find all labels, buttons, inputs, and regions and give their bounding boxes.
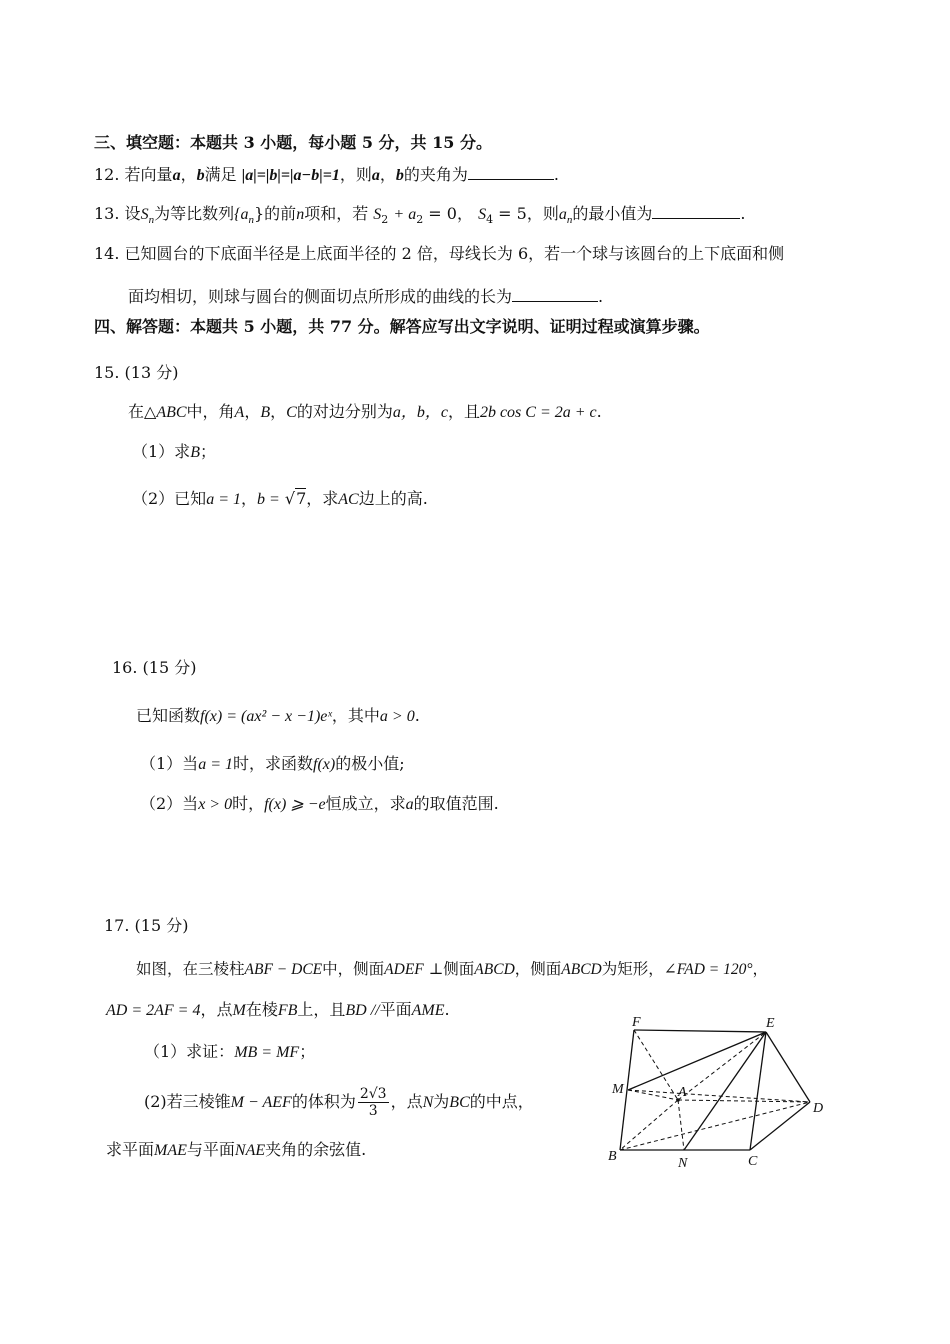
math-b: b — [395, 167, 404, 184]
q12-text: ， — [180, 165, 197, 184]
label-F: F — [632, 1015, 641, 1030]
math-ABCD: ABCD — [474, 961, 515, 978]
math-prism: ABF − DCE — [244, 961, 323, 978]
q16-part-2 — [140, 793, 499, 816]
figure-hidden-edges — [620, 1030, 810, 1150]
math-f-definition: f(x) = (ax² − x −1)eˣ — [200, 708, 332, 725]
math-ABCD: ABCD — [561, 961, 602, 978]
q17-text: 为 — [433, 1092, 450, 1111]
math-x-gt-0: x > 0 — [198, 796, 233, 813]
q13-text: 的前 — [264, 204, 297, 223]
edge-FE — [634, 1030, 766, 1032]
math-f-ge: f(x) ⩾ −e — [264, 796, 326, 813]
q17-text: (2)若三棱锥 — [144, 1092, 231, 1111]
section-3-heading: 三、填空题：本题共 3 小题，每小题 5 分，共 15 分。 — [94, 133, 492, 152]
q12-text: 满足 — [204, 165, 237, 184]
label-M: M — [612, 1082, 624, 1097]
q15-text: 的对边分别为 — [296, 402, 393, 421]
math-an-set: {a — [234, 206, 249, 223]
edge-AE — [678, 1032, 766, 1100]
q17-part-2 — [144, 1084, 534, 1121]
q15-text: 边上的高. — [358, 489, 428, 508]
q15-text: （2）已知 — [132, 489, 207, 508]
q17-text: 中，侧面 — [322, 960, 385, 978]
math-pyramid: M − AEF — [230, 1094, 292, 1111]
q15-text: 在△ — [128, 402, 157, 421]
q16-text: 的极小值; — [335, 754, 405, 773]
q17-text: 上，且 — [297, 1000, 346, 1019]
math-fraction-numerator: 2√3 — [359, 1086, 387, 1102]
q15-text: （1）求 — [132, 442, 191, 461]
q17-text: 在棱 — [245, 1000, 278, 1019]
q17-text: （1）求证： — [144, 1042, 235, 1061]
math-ADEF: ADEF — [384, 961, 424, 978]
q17-text: ，点 — [200, 1000, 233, 1019]
q17-text: 夹角的余弦值. — [265, 1140, 367, 1159]
q15-text: ， — [270, 402, 287, 421]
math-b: b — [196, 167, 205, 184]
q16-part-1 — [140, 753, 405, 776]
math-ad: AD = 2AF = 4 — [106, 1002, 201, 1019]
math-b-eq: b = — [257, 491, 280, 508]
math-n: n — [566, 214, 573, 227]
q16-text: 的取值范围. — [413, 794, 499, 813]
section-4-heading: 四、解答题：本题共 5 小题，共 77 分。解答应写出文字说明、证明过程或演算步骤。 — [94, 317, 710, 336]
math-n: n — [148, 214, 155, 227]
math-A: A — [234, 404, 245, 421]
math-s2: S — [373, 206, 382, 223]
q13-text: ， — [456, 204, 473, 223]
math-AME: AME — [411, 1002, 445, 1019]
q14-number: 14. — [94, 244, 120, 263]
q15-text: ， — [244, 402, 261, 421]
math-eq5: = 5 — [498, 204, 527, 223]
math-NAE: NAE — [234, 1142, 266, 1159]
math-mb-mf: MB = MF — [234, 1044, 300, 1061]
q16-header: 16. (15 分) — [112, 658, 197, 677]
q13-text: 设 — [124, 204, 141, 223]
math-abc-sides: a，b，c — [392, 404, 448, 421]
figure-solid-edges — [620, 1030, 810, 1150]
question-12 — [94, 164, 559, 187]
math-fx: f(x) — [313, 756, 336, 773]
math-FB: FB — [277, 1002, 298, 1019]
q16-text: （1）当 — [140, 754, 199, 773]
q17-text: 求平面 — [106, 1140, 155, 1159]
q17-part-1 — [144, 1041, 315, 1064]
q16-text: 已知函数 — [136, 706, 201, 725]
q17-text: ，点 — [390, 1092, 423, 1111]
q17-line-1: 如图，在三棱柱ABF − DCE中，侧面ADEF ⊥侧面ABCD，侧面ABCD为矩形，∠FAD = 120°， — [136, 960, 769, 978]
math-n: n — [248, 214, 254, 227]
label-D: D — [813, 1101, 824, 1116]
q15-part-1 — [132, 441, 216, 464]
math-a-eq-1: a = 1 — [198, 756, 233, 773]
math-fraction-denominator: 3 — [368, 1103, 378, 1119]
q17-line-2: AD = 2AF = 4，点M在棱FB上，且BD //平面AME. — [106, 1000, 450, 1019]
label-C: C — [748, 1154, 758, 1169]
label-A: A — [678, 1085, 687, 1100]
q16-text: （2）当 — [140, 794, 199, 813]
q12-text: 的夹角为 — [403, 165, 468, 184]
answer-blank — [512, 287, 598, 302]
q17-header: 17. (15 分) — [104, 916, 189, 935]
label-E: E — [766, 1016, 775, 1031]
q16-text: 时，求函数 — [232, 754, 313, 773]
q16-text: 时， — [232, 794, 265, 813]
q15-header: 15. (13 分) — [94, 363, 179, 382]
q12-text: 若向量 — [124, 165, 173, 184]
question-14-line-1 — [94, 243, 784, 265]
edge-EC — [750, 1032, 766, 1150]
answer-blank — [468, 165, 554, 180]
q17-text: 为矩形， — [601, 960, 664, 978]
q15-text: ，求 — [306, 489, 339, 508]
math-n: n — [296, 206, 305, 223]
q14-text: . — [598, 287, 604, 306]
math-plus-a2: + a — [393, 206, 417, 223]
math-BC: BC — [449, 1094, 470, 1111]
edge-BD — [620, 1102, 810, 1150]
q12-number: 12. — [94, 165, 120, 184]
math-perp: ⊥ — [428, 960, 444, 978]
label-N: N — [678, 1156, 688, 1171]
edge-FA — [634, 1030, 678, 1100]
q16-text: 恒成立，求 — [325, 794, 406, 813]
q15-part-2: （2）已知a = 1，b = √7，求AC边上的高. — [132, 489, 428, 508]
q14-text: 已知圆台的下底面半径是上底面半径的 2 倍，母线长为 6，若一个球与该圆台的上下底面和侧 — [124, 244, 785, 263]
q17-text: 如图，在三棱柱 — [136, 960, 245, 978]
math-M: M — [232, 1002, 246, 1019]
math-volume-fraction — [358, 1086, 389, 1119]
math-eq0: = 0 — [428, 204, 457, 223]
math-C: C — [286, 404, 297, 421]
q15-text: ； — [199, 442, 216, 461]
q13-text: 项和，若 — [304, 204, 369, 223]
math-sqrt7: 7 — [296, 489, 307, 508]
answer-blank — [652, 204, 740, 219]
q13-number: 13. — [94, 204, 120, 223]
q13-text: ，则 — [526, 204, 559, 223]
q17-last-line — [106, 1139, 366, 1162]
math-B: B — [260, 404, 271, 421]
math-a-eq-1: a = 1 — [206, 491, 241, 508]
math-a-gt-0: a > 0 — [379, 708, 415, 725]
q17-text: 的中点， — [469, 1092, 534, 1111]
q16-text: ，其中 — [331, 706, 380, 725]
edge-CD — [750, 1102, 810, 1150]
q12-text: ，则 — [339, 165, 372, 184]
math-a: a — [172, 167, 181, 184]
question-13: 13. 设$S_n$为等比数列$\{a_n\}$的前n项和，若 $S_2 + a_2 = 0$， $S_4 = 5$，则$a_n$的最小值为 . — [94, 204, 746, 227]
math-an: a — [558, 206, 567, 223]
edge-MA — [628, 1090, 678, 1100]
math-a: a — [371, 167, 380, 184]
q16-stem: 已知函数f(x) = (ax² − x −1)eˣ，其中a > 0. — [136, 706, 420, 725]
math-a: a — [405, 796, 414, 813]
q12-text: . — [553, 165, 560, 184]
q12-text: ， — [379, 165, 396, 184]
edge-ED — [766, 1032, 810, 1102]
q17-text: 与平面 — [186, 1140, 235, 1159]
math-vector-condition: |a|=|b|=|a−b|=1 — [241, 167, 340, 184]
q13-text: . — [740, 204, 746, 223]
math-abc: ABC — [156, 404, 187, 421]
math-MAE: MAE — [154, 1142, 187, 1159]
q15-text: ， — [240, 489, 257, 508]
q17-text: ； — [299, 1042, 316, 1061]
question-14-line-2 — [128, 286, 603, 308]
q15-stem: 在△ABC中，角A，B，C的对边分别为a，b，c，且2b cos C = 2a + c. — [128, 402, 602, 421]
q13-text: 的最小值为 — [572, 204, 653, 223]
prism-figure — [600, 1010, 835, 1175]
edge-AN — [678, 1100, 684, 1150]
q17-text: 平面 — [379, 1000, 412, 1019]
math-AC: AC — [338, 491, 359, 508]
q15-text: 中，角 — [186, 402, 235, 421]
label-B: B — [608, 1149, 617, 1164]
math-N: N — [422, 1094, 434, 1111]
math-s4: S — [478, 206, 487, 223]
math-cos-relation: 2b cos C = 2a + c — [479, 404, 597, 421]
math-BD-parallel: BD // — [345, 1002, 380, 1019]
q13-text: 为等比数列 — [154, 204, 235, 223]
q15-text: ，且 — [447, 402, 480, 421]
q17-text: 的体积为 — [291, 1092, 356, 1111]
q17-text: ，侧面 — [514, 960, 562, 978]
math-angle: ∠FAD = 120° — [663, 961, 753, 978]
q17-text: 侧面 — [443, 960, 475, 978]
math-B: B — [190, 444, 200, 461]
q14-text: 面均相切，则球与圆台的侧面切点所形成的曲线的长为 — [128, 287, 513, 306]
math-sn: S — [140, 206, 149, 223]
